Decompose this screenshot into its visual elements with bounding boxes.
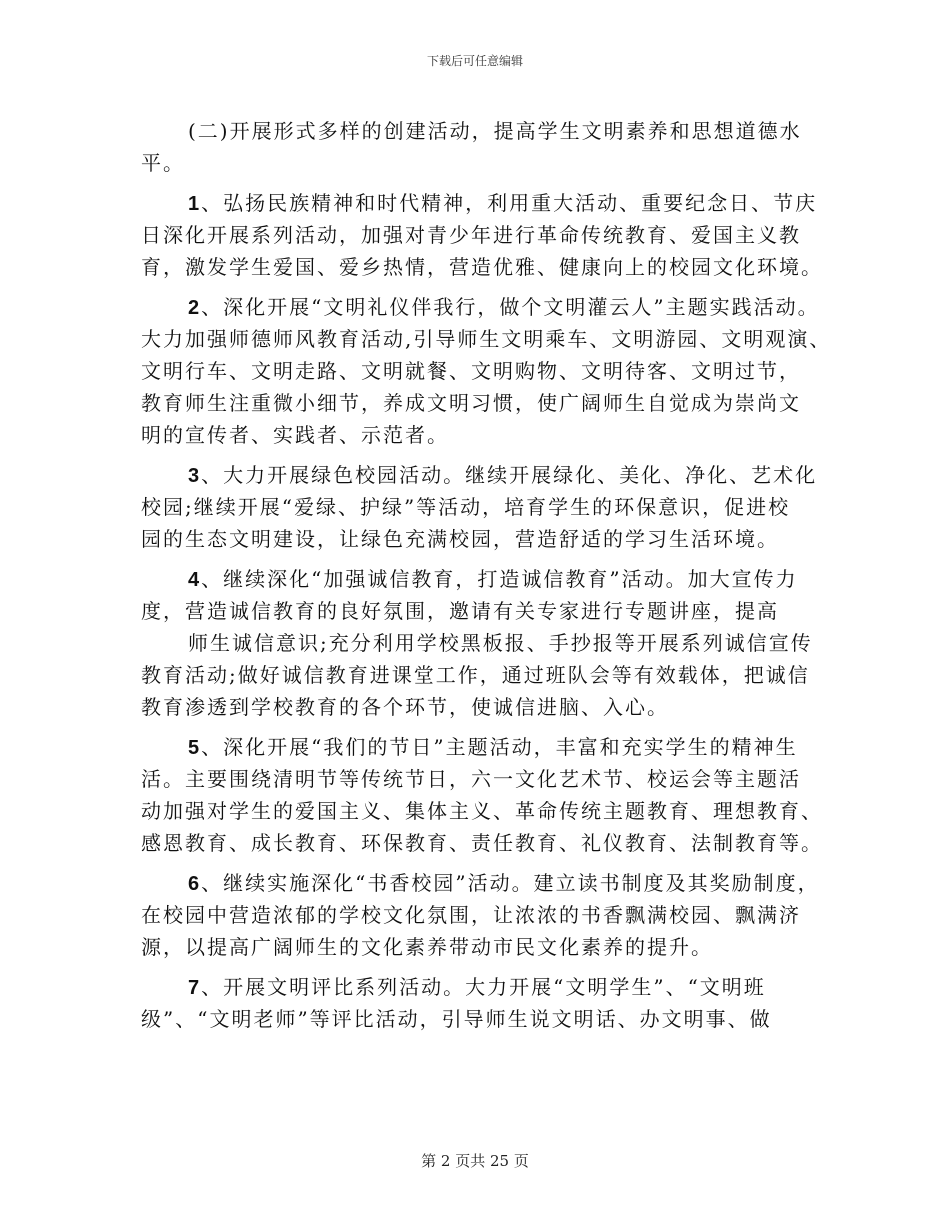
item-number: 7 [188, 977, 202, 999]
text-line [141, 421, 449, 449]
item-number: 1 [188, 193, 202, 215]
text-line [141, 933, 713, 961]
line-text: 、弘扬民族精神和时代精神，利用重大活动、重要纪念日、节庆 [201, 191, 818, 215]
text-line [141, 325, 831, 353]
line-text: 文明行车、文明走路、文明就餐、文明购物、文明待客、文明过节， [141, 359, 801, 383]
line-text: 平。 [141, 151, 185, 175]
text-line [141, 597, 779, 625]
line-text: 感恩教育、成长教育、环保教育、责任教育、礼仪教育、法制教育等。 [141, 831, 823, 855]
line-text: 、继续深化“加强诚信教育，打造诚信教育”活动。加大宣传力 [201, 567, 798, 591]
text-line [141, 693, 669, 721]
text-line [188, 973, 766, 1002]
text-line [141, 493, 790, 521]
line-text: 、深化开展“文明礼仪伴我行，做个文明灌云人”主题实践活动。 [201, 295, 820, 319]
text-line [141, 525, 779, 553]
text-line [141, 149, 185, 177]
line-text: 育，激发学生爱国、爱乡热情，营造优雅、健康向上的校园文化环境。 [141, 255, 823, 279]
text-line [141, 221, 801, 249]
line-text: 教育渗透到学校教育的各个环节，使诚信进脑、入心。 [141, 695, 669, 719]
line-text: 源，以提高广阔师生的文化素养带动市民文化素养的提升。 [141, 935, 713, 959]
item-number: 4 [188, 569, 202, 591]
item-number: 5 [188, 737, 202, 759]
page-footer: 第 2 页共 25 页 [421, 1152, 529, 1170]
line-text: 度，营造诚信教育的良好氛围，邀请有关专家进行专题讲座，提高 [141, 599, 779, 623]
text-line [188, 733, 798, 762]
line-text: 、大力开展绿色校园活动。继续开展绿化、美化、净化、艺术化 [201, 463, 818, 487]
text-line [188, 117, 802, 145]
page-header: 下载后可任意编辑 [426, 54, 523, 68]
line-text: 活。主要围绕清明节等传统节日，六一文化艺术节、校运会等主题活 [141, 767, 801, 791]
line-text: 、深化开展“我们的节日”主题活动，丰富和充实学生的精神生 [201, 735, 798, 759]
text-line [188, 461, 817, 490]
line-text: 、开展文明评比系列活动。大力开展“文明学生”、“文明班 [201, 975, 766, 999]
text-line [141, 901, 801, 929]
text-line [141, 797, 823, 825]
line-text: 日深化开展系列活动，加强对青少年进行革命传统教育、爱国主义教 [141, 223, 801, 247]
line-text: 级”、“文明老师”等评比活动，引导师生说文明话、办文明事、做 [141, 1007, 772, 1031]
text-line [141, 829, 823, 857]
item-number: 2 [188, 297, 202, 319]
line-text: 校园;继续开展“爱绿、护绿”等活动，培育学生的环保意识，促进校 [141, 495, 791, 519]
line-text: 、继续实施深化“书香校园”活动。建立读书制度及其奖励制度， [201, 871, 820, 895]
line-text: 明的宣传者、实践者、示范者。 [141, 423, 449, 447]
line-text: 教育活动;做好诚信教育进课堂工作，通过班队会等有效载体，把诚信 [141, 663, 810, 687]
text-line [188, 629, 813, 657]
text-line [141, 661, 810, 689]
text-line [141, 253, 823, 281]
text-line [141, 765, 801, 793]
line-text: 园的生态文明建设，让绿色充满校园，营造舒适的学习生活环境。 [141, 527, 779, 551]
text-line [141, 389, 801, 417]
line-text: 教育师生注重微小细节，养成文明习惯，使广阔师生自觉成为崇尚文 [141, 391, 801, 415]
text-line [188, 565, 798, 594]
line-text: (二)开展形式多样的创建活动，提高学生文明素养和思想道德水 [188, 119, 802, 143]
line-text: 动加强对学生的爱国主义、集体主义、革命传统主题教育、理想教育、 [141, 799, 823, 823]
line-text: 大力加强师德师风教育活动,引导师生文明乘车、文明游园、文明观演、 [141, 327, 832, 351]
text-line [141, 357, 801, 385]
line-text: 师生诚信意识;充分利用学校黑板报、手抄报等开展系列诚信宣传 [188, 631, 813, 655]
item-number: 3 [188, 465, 202, 487]
text-line [141, 1005, 772, 1033]
line-text: 在校园中营造浓郁的学校文化氛围，让浓浓的书香飘满校园、飘满济 [141, 903, 801, 927]
text-line [188, 293, 820, 322]
item-number: 6 [188, 873, 202, 895]
text-line [188, 869, 820, 898]
text-line [188, 189, 817, 218]
